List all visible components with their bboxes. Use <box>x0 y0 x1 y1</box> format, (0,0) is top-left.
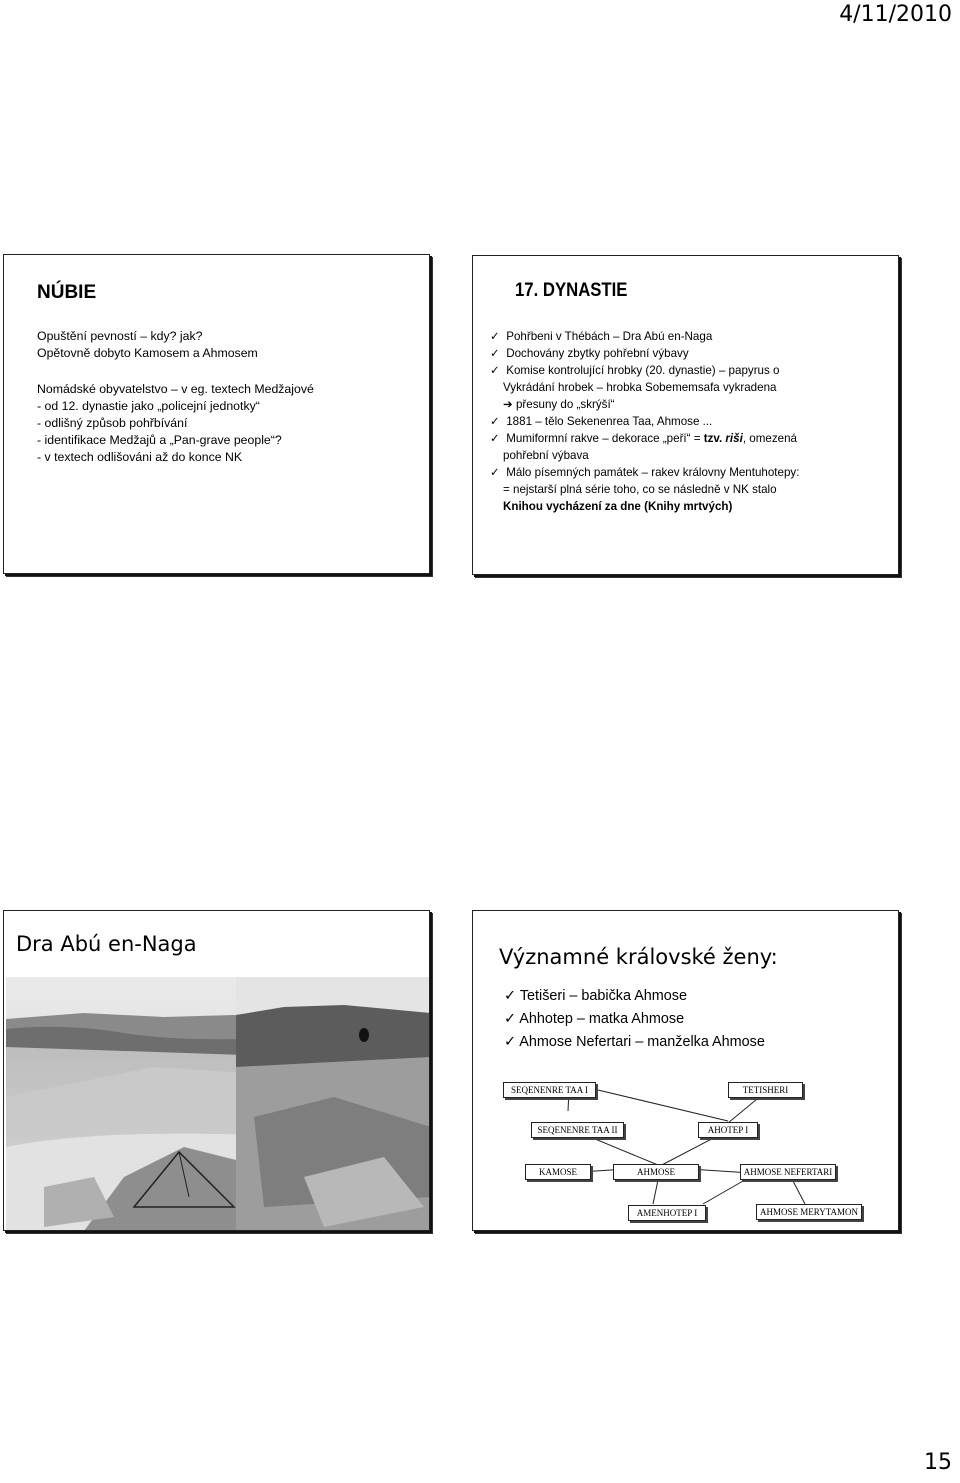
check-icon: ✓ <box>490 415 500 428</box>
slide-dra-abu-en-naga <box>3 910 430 1231</box>
tree-node-seqenenre-taa-ii: SEQENENRE TAA II <box>531 1122 624 1138</box>
bullet-line: ✓ Pohřbeni v Thébách – Dra Abú en-Naga <box>490 328 712 345</box>
bullet-line: pohřební výbava <box>503 449 589 462</box>
page-number: 15 <box>924 1450 952 1475</box>
check-icon: ✓ <box>490 432 500 445</box>
tree-node-seqenenre-taa-i: SEQENENRE TAA I <box>503 1082 596 1098</box>
slide-nubie <box>3 254 430 574</box>
list-item: ✓ Ahmose Nefertari – manželka Ahmose <box>504 1034 765 1050</box>
bullet-line: ✓ Málo písemných památek – rakev královny Mentuhotepy: <box>490 464 799 481</box>
tree-node-kamose: KAMOSE <box>525 1164 591 1180</box>
slide-kralovske-zeny <box>472 910 899 1231</box>
slide-text-line: Opětovně dobyto Kamosem a Ahmosem <box>37 346 258 360</box>
slide-text-line: - v textech odlišováni až do konce NK <box>37 450 243 464</box>
check-icon: ✓ <box>490 330 500 343</box>
list-item: ✓ Tetišeri – babička Ahmose <box>504 988 687 1004</box>
check-icon: ✓ <box>490 347 500 360</box>
check-icon: ✓ <box>504 1034 517 1050</box>
landscape-photo <box>4 977 430 1231</box>
bullet-line: ✓ 1881 – tělo Sekenenrea Taa, Ahmose ... <box>490 413 712 430</box>
bullet-line: Knihou vycházení za dne (Knihy mrtvých) <box>503 500 733 513</box>
slide-text-line: - od 12. dynastie jako „policejní jednotky“ <box>37 399 260 413</box>
slide-title: Dra Abú en-Naga <box>16 932 197 956</box>
check-icon: ✓ <box>504 1011 517 1027</box>
slide-text-line: Opuštění pevností – kdy? jak? <box>37 329 203 343</box>
bullet-line: ✓ Dochovány zbytky pohřební výbavy <box>490 345 689 362</box>
tree-node-ahmose-merytamon: AHMOSE MERYTAMON <box>756 1204 862 1220</box>
check-icon: ✓ <box>490 466 500 479</box>
tree-node-ahmose: AHMOSE <box>613 1164 699 1180</box>
slide-text-line: - odlišný způsob pohřbívání <box>37 416 188 430</box>
family-tree-lines <box>473 911 899 1231</box>
check-icon: ✓ <box>490 364 500 377</box>
slide-text-line: Nomádské obyvatelstvo – v eg. textech Medžajové <box>37 382 314 396</box>
tree-node-tetisheri: TETISHERI <box>728 1082 803 1098</box>
bullet-line: ➔ přesuny do „skrýší“ <box>503 398 615 411</box>
tree-node-ahmose-nefertari: AHMOSE NEFERTARI <box>740 1164 836 1180</box>
bullet-line: ✓ Komise kontrolující hrobky (20. dynastie) – papyrus o <box>490 362 779 379</box>
list-item: ✓ Ahhotep – matka Ahmose <box>504 1011 685 1027</box>
arrow-right-icon: ➔ <box>503 398 513 411</box>
tree-node-amenhotep-i: AMENHOTEP I <box>628 1205 706 1221</box>
slide-title: Významné královské ženy: <box>499 945 778 969</box>
check-icon: ✓ <box>504 988 517 1004</box>
bullet-line: ✓ Mumiformní rakve – dekorace „peří“ = tzv. riši, omezená <box>490 430 797 447</box>
tree-node-ahotep-i: AHOTEP I <box>698 1122 758 1138</box>
slide-title: 17. DYNASTIE <box>515 280 628 301</box>
bullet-line: = nejstarší plná série toho, co se následně v NK stalo <box>503 483 777 496</box>
slide-17-dynastie <box>472 255 899 575</box>
slide-title: NÚBIE <box>37 282 97 303</box>
page-date: 4/11/2010 <box>839 2 952 27</box>
slide-text-line: - identifikace Medžajů a „Pan-grave people“? <box>37 433 282 447</box>
bullet-line: Vykrádání hrobek – hrobka Sobememsafa vykradena <box>503 381 777 394</box>
